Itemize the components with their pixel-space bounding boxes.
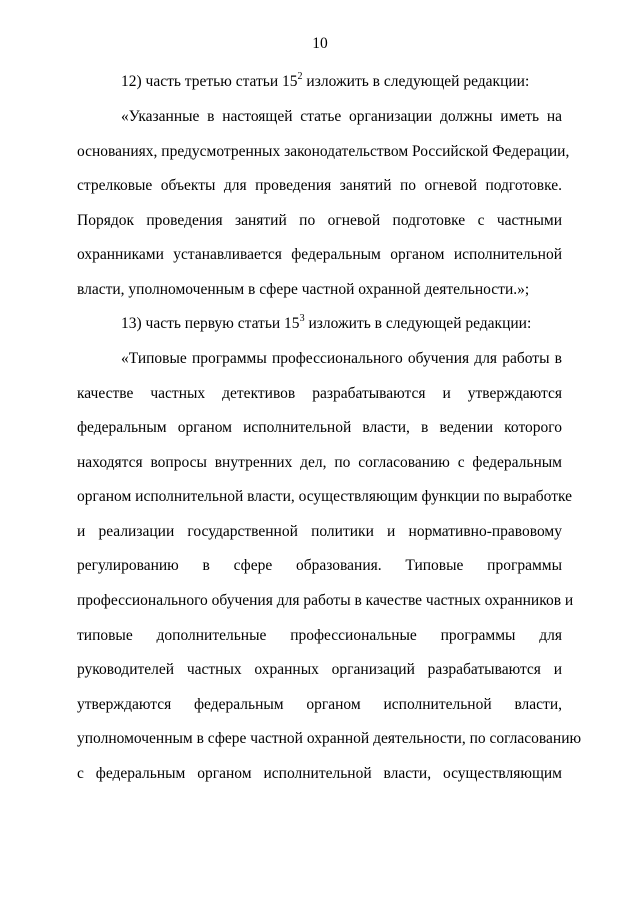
item-13-quote-line: и реализации государственной политики и нормативно-правовому <box>77 523 562 540</box>
item-13-quote-line: регулированию в сфере образования. Типовые программы <box>77 557 562 574</box>
item-13-quote-line: утверждаются федеральным органом исполнительной власти, <box>77 696 562 713</box>
item-13-heading-text-end: изложить в следующей редакции: <box>304 315 532 332</box>
item-13-quote-line: находятся вопросы внутренних дел, по согласованию с федеральным <box>77 454 562 471</box>
item-13-quote-line: профессионального обучения для работы в качестве частных охранников и <box>77 592 574 609</box>
item-13-heading-superscript: 3 <box>299 312 305 324</box>
item-13-quote-line: с федеральным органом исполнительной власти, осуществляющим <box>77 765 562 782</box>
item-12-heading-text: 12) часть третью статьи 15 <box>121 73 298 90</box>
item-12-quote-line: власти, уполномоченным в сфере частной охранной деятельности.»; <box>77 281 530 298</box>
item-12-quote-line: стрелковые объекты для проведения занятий по огневой подготовке. <box>77 177 562 194</box>
item-12-quote-line: Порядок проведения занятий по огневой подготовке с частными <box>77 212 562 229</box>
item-13-quote-line: качестве частных детективов разрабатываются и утверждаются <box>77 385 562 402</box>
item-13-quote-line: органом исполнительной власти, осуществляющим функции по выработке <box>77 488 573 505</box>
item-13-quote-line: руководителей частных охранных организаций разрабатываются и <box>77 661 562 678</box>
item-13-quote-line: «Типовые программы профессионального обучения для работы в <box>121 350 562 367</box>
item-13-heading-text: 13) часть первую статьи 15 <box>121 315 300 332</box>
item-13-quote-line: федеральным органом исполнительной власти, в ведении которого <box>77 419 562 436</box>
item-12-quote-line: охранниками устанавливается федеральным органом исполнительной <box>77 246 562 263</box>
item-12-heading <box>121 72 562 92</box>
item-13-quote-line: типовые дополнительные профессиональные программы для <box>77 627 562 644</box>
page-number: 10 <box>312 35 328 52</box>
item-12-heading-superscript: 2 <box>297 70 303 82</box>
item-12-quote-line: основаниях, предусмотренных законодательством Российской Федерации, <box>77 143 570 160</box>
item-12-quote-line: «Указанные в настоящей статье организации должны иметь на <box>121 108 562 125</box>
item-13-heading <box>121 314 562 334</box>
item-13-quote-line: уполномоченным в сфере частной охранной деятельности, по согласованию <box>77 730 582 747</box>
item-12-heading-text-end: изложить в следующей редакции: <box>302 73 530 90</box>
